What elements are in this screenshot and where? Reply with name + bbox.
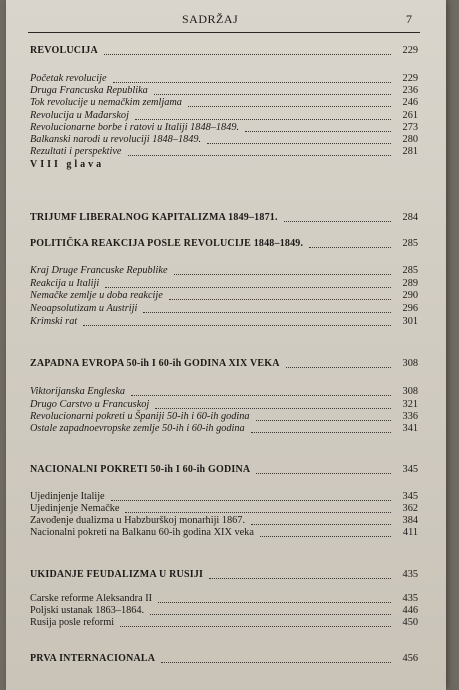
toc-entry-title: Ostale zapadnoevropske zemlje 50-ih i 60-ih godina bbox=[30, 423, 245, 434]
toc-entry-page: 229 bbox=[402, 45, 418, 56]
toc-entry-title: Rezultati i perspektive bbox=[30, 146, 122, 157]
dot-leader bbox=[128, 141, 391, 156]
toc-section-entry bbox=[30, 44, 418, 58]
toc-entry-title: Drugo Carstvo u Francuskoj bbox=[30, 399, 150, 410]
toc-entry-title: Krimski rat bbox=[30, 316, 78, 327]
toc-entry bbox=[30, 526, 418, 540]
toc-entry-page: 384 bbox=[402, 515, 418, 526]
dot-leader bbox=[256, 459, 390, 474]
toc-entry bbox=[30, 422, 418, 436]
toc-section-entry bbox=[30, 357, 418, 371]
toc-entry-title: Nemačke zemlje u doba reakcije bbox=[30, 290, 163, 301]
dot-leader bbox=[104, 40, 391, 55]
dot-leader bbox=[83, 311, 390, 326]
dot-leader bbox=[309, 233, 390, 248]
toc-entry-page: 321 bbox=[402, 399, 418, 410]
toc-entry bbox=[30, 616, 418, 630]
toc-entry-title: Kraj Druge Francuske Republike bbox=[30, 265, 168, 276]
toc-entry-title: NACIONALNI POKRETI 50-ih I 60-ih GODINA bbox=[30, 464, 251, 475]
toc-section-entry bbox=[30, 652, 418, 666]
toc-section-entry bbox=[30, 568, 418, 582]
toc-entry-title: Neoapsolutizam u Austriji bbox=[30, 303, 138, 314]
toc-entry-title: REVOLUCIJA bbox=[30, 45, 98, 56]
toc-section-entry bbox=[30, 463, 418, 477]
toc-entry-title: Ujedinjenje Nemačke bbox=[30, 503, 120, 514]
toc-entry-page: 345 bbox=[402, 464, 418, 475]
dot-leader bbox=[286, 353, 391, 368]
toc-entry-page: 456 bbox=[402, 653, 418, 664]
toc-entry-page: 446 bbox=[402, 605, 418, 616]
toc-entry-page: 289 bbox=[402, 278, 418, 289]
toc-entry-title: Nacionalni pokreti na Balkanu 60-ih godina XIX veka bbox=[30, 527, 254, 538]
toc-entry-page: 229 bbox=[402, 73, 418, 84]
dot-leader bbox=[161, 648, 390, 663]
toc-entry-page: 362 bbox=[402, 503, 418, 514]
chapter-label: VIII glava bbox=[30, 159, 105, 170]
toc-entry-title: Tok revolucije u nemačkim zemljama bbox=[30, 97, 182, 108]
toc-entry-title: Zavođenje dualizma u Habzburškoj monarhiji 1867. bbox=[30, 515, 246, 526]
toc-section-entry bbox=[30, 211, 418, 225]
toc-entry-title: Ujedinjenje Italije bbox=[30, 491, 105, 502]
header-rule bbox=[28, 32, 420, 33]
toc-entry bbox=[30, 145, 418, 159]
toc-entry-page: 281 bbox=[402, 146, 418, 157]
toc-entry-title: UKIDANJE FEUDALIZMA U RUSIJI bbox=[30, 569, 204, 580]
toc-entry-page: 411 bbox=[402, 527, 418, 538]
header-title: SADRŽAJ bbox=[182, 12, 239, 26]
toc-entry-title: Revolucija u Mađarskoj bbox=[30, 110, 129, 121]
toc-entry-page: 301 bbox=[402, 316, 418, 327]
toc-entry-title: Početak revolucije bbox=[30, 73, 107, 84]
toc-entry-page: 435 bbox=[402, 569, 418, 580]
toc-entry-page: 450 bbox=[402, 617, 418, 628]
page-header bbox=[6, 12, 446, 32]
toc-entry-title: Balkanski narodi u revoluciji 1848–1849. bbox=[30, 134, 202, 145]
toc-entry-page: 336 bbox=[402, 411, 418, 422]
toc-entry-page: 285 bbox=[402, 238, 418, 249]
toc-entry-title: Poljski ustanak 1863–1864. bbox=[30, 605, 145, 616]
toc-entry-title: Revolucionarne borbe i ratovi u Italiji 1848–1849. bbox=[30, 122, 240, 133]
toc-entry-page: 345 bbox=[402, 491, 418, 502]
dot-leader bbox=[120, 612, 390, 627]
toc-entry-page: 273 bbox=[402, 122, 418, 133]
toc-entry-page: 246 bbox=[402, 97, 418, 108]
toc-entry-title: Revolucionarni pokreti u Španiji 50-ih i 60-ih godina bbox=[30, 411, 250, 422]
toc-entry-title: Viktorijanska Engleska bbox=[30, 386, 126, 397]
toc-entry-title: Carske reforme Aleksandra II bbox=[30, 593, 153, 604]
toc-entry-page: 280 bbox=[402, 134, 418, 145]
toc-entry-page: 435 bbox=[402, 593, 418, 604]
toc-entry-page: 261 bbox=[402, 110, 418, 121]
dot-leader bbox=[260, 522, 391, 537]
toc-entry-page: 296 bbox=[402, 303, 418, 314]
toc-entry-title: Druga Francuska Republika bbox=[30, 85, 148, 96]
dot-leader bbox=[284, 207, 391, 222]
toc-section-entry bbox=[30, 237, 418, 251]
book-page bbox=[6, 0, 446, 690]
toc-entry bbox=[30, 315, 418, 329]
toc-entry-title: PRVA INTERNACIONALA bbox=[30, 653, 156, 664]
toc-entry-page: 308 bbox=[402, 358, 418, 369]
toc-entry-page: 284 bbox=[402, 212, 418, 223]
toc-entry-page: 308 bbox=[402, 386, 418, 397]
dot-leader bbox=[209, 564, 390, 579]
toc-entry-title: TRIJUMF LIBERALNOG KAPITALIZMA 1849–1871. bbox=[30, 212, 278, 223]
dot-leader bbox=[251, 418, 391, 433]
toc-entry-title: ZAPADNA EVROPA 50-ih I 60-ih GODINA XIX VEKA bbox=[30, 358, 280, 369]
toc-entry-page: 341 bbox=[402, 423, 418, 434]
toc-entry-title: Reakcija u Italiji bbox=[30, 278, 100, 289]
toc-entry-page: 236 bbox=[402, 85, 418, 96]
header-page-number: 7 bbox=[406, 12, 412, 26]
toc-entry-page: 290 bbox=[402, 290, 418, 301]
toc-entry-title: POLITIČKA REAKCIJA POSLE REVOLUCIJE 1848–1849. bbox=[30, 238, 304, 249]
toc-entry-title: Rusija posle reformi bbox=[30, 617, 115, 628]
toc-entry-page: 285 bbox=[402, 265, 418, 276]
